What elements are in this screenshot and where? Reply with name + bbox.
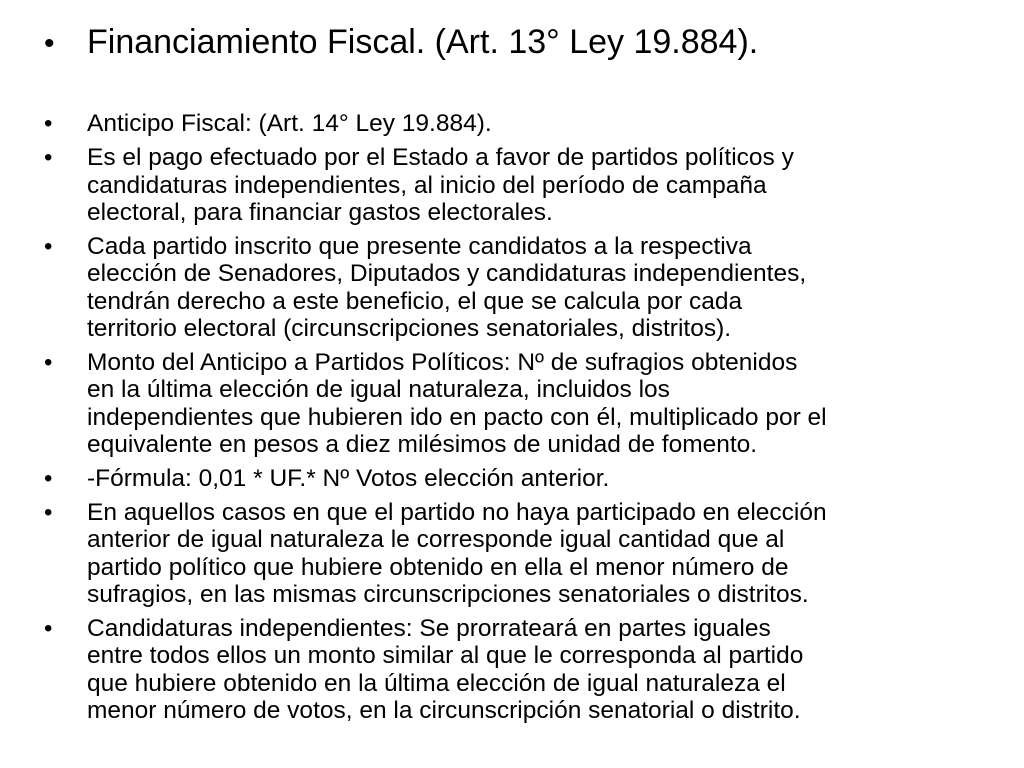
list-item-text: En aquellos casos en que el partido no haya participado en elección anterior de igual naturaleza le corresponde igual cantidad que al partido político que hubiere obtenido en ella el menor número de sufragios, en las mismas circunscripciones senatoriales o distritos. [87,498,827,608]
slide-title: Financiamiento Fiscal. (Art. 13° Ley 19.884). [87,23,759,61]
list-item [44,499,964,609]
bullet-icon: • [44,498,53,526]
list-item-text: Anticipo Fiscal: (Art. 14° Ley 19.884). [87,110,492,137]
list-item-text: -Fórmula: 0,01 * UF.* Nº Votos elección anterior. [87,464,610,492]
list-item-text: Es el pago efectuado por el Estado a favor de partidos políticos y candidaturas independientes, al inicio del período de campaña electoral, para financiar gastos electorales. [87,144,794,226]
list-item-text: Monto del Anticipo a Partidos Políticos: Nº de sufragios obtenidos en la última elección de igual naturaleza, incluidos los independientes que hubieren ido en pacto con él, multiplicado por el equivalente en pesos a diez milésimos de unidad de fomento. [87,348,827,458]
bullet-icon: • [44,144,53,171]
bullet-icon: • [44,232,53,260]
list-item-text: Candidaturas independientes: Se prorrateará en partes iguales entre todos ellos un monto similar al que le corresponda al partido que hubiere obtenido en la última elección de igual naturaleza el menor número de votos, en la circunscripción senatorial o distrito. [87,614,804,724]
list-item [44,144,964,227]
bullet-icon: • [44,348,53,376]
list-item [44,465,964,493]
bullet-icon: • [44,464,53,492]
bullet-list [44,110,964,731]
bullet-icon: • [44,27,55,60]
list-item-text: Cada partido inscrito que presente candidatos a la respectiva elección de Senadores, Diputados y candidaturas independientes, tendrán derecho a este beneficio, el que se calcula por cada territorio electoral (circunscripciones senatoriales, distritos). [87,232,807,342]
bullet-icon: • [44,110,53,137]
list-item [44,110,964,138]
list-item [44,233,964,343]
bullet-icon: • [44,614,53,642]
list-item [44,615,964,725]
slide-title-row [44,20,984,66]
list-item [44,349,964,459]
